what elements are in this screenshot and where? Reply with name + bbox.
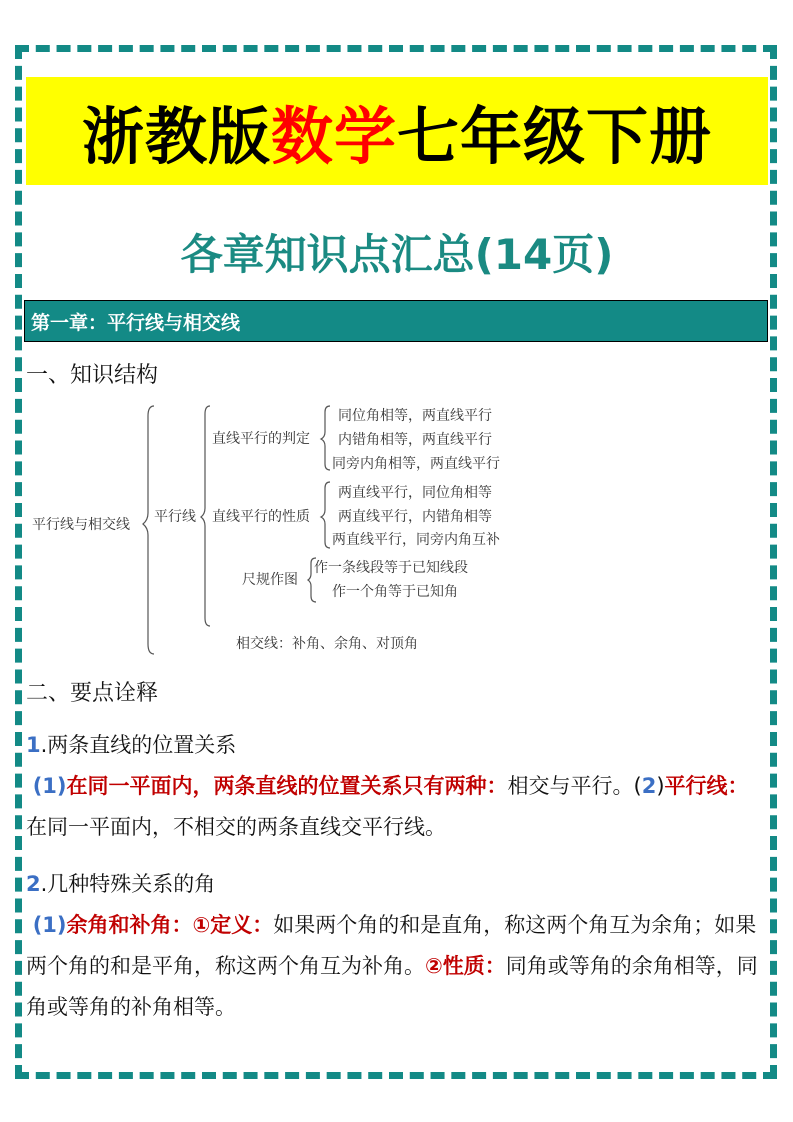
judgement-item: 内错角相等，两直线平行 bbox=[338, 432, 492, 448]
diagram-parallel: 平行线 bbox=[154, 509, 196, 525]
chapter-heading: 第一章：平行线与相交线 bbox=[24, 300, 768, 342]
point-1-sub-2: 2 bbox=[641, 774, 657, 798]
title-part-3: 七年级下册 bbox=[397, 99, 713, 173]
diagram-root: 平行线与相交线 bbox=[32, 517, 130, 533]
property-brace bbox=[321, 482, 330, 548]
title-part-2: 数学 bbox=[270, 99, 397, 173]
point-1-number: 1 bbox=[26, 733, 41, 757]
point-1-body bbox=[26, 766, 768, 848]
point-2-text: 如果两个角的和是直角，称这两个角互为余角；如果两个角的和是平角，称这两个角互为补角。 bbox=[26, 913, 757, 978]
construction-item: 作一个角等于已知角 bbox=[332, 584, 458, 600]
knowledge-structure-diagram bbox=[30, 398, 550, 660]
construction-item: 作一条线段等于已知线段 bbox=[314, 560, 468, 576]
property-item: 两直线平行，同旁内角互补 bbox=[332, 532, 500, 548]
diagram-judgement: 直线平行的判定 bbox=[212, 431, 310, 447]
point-2 bbox=[26, 864, 768, 1028]
diagram-property: 直线平行的性质 bbox=[212, 509, 310, 525]
parallel-brace bbox=[201, 406, 210, 626]
point-1-sub-1: (1) bbox=[32, 774, 67, 798]
point-1-text-2: 在同一平面内，不相交的两条直线交平行线。 bbox=[26, 815, 446, 839]
section-title-structure: 一、知识结构 bbox=[26, 363, 159, 388]
point-1-title bbox=[26, 725, 768, 766]
diagram-construction: 尺规作图 bbox=[242, 572, 298, 588]
property-item: 两直线平行，同位角相等 bbox=[338, 485, 492, 501]
point-1-close: ) bbox=[656, 774, 665, 798]
judgement-item: 同位角相等，两直线平行 bbox=[338, 408, 492, 424]
judgement-item: 同旁内角相等，两直线平行 bbox=[332, 456, 500, 472]
property-item: 两直线平行，内错角相等 bbox=[338, 509, 492, 525]
title-part-1: 浙教版 bbox=[81, 99, 271, 173]
point-2-sub-1: (1) bbox=[32, 913, 67, 937]
point-2-emphasis-2: ②性质： bbox=[425, 954, 506, 978]
point-1-text: 相交与平行。( bbox=[507, 774, 642, 798]
subtitle: 各章知识点汇总(14页) bbox=[180, 230, 614, 279]
point-2-number: 2 bbox=[26, 872, 41, 896]
point-2-body bbox=[26, 905, 768, 1028]
diagram-intersect: 相交线：补角、余角、对顶角 bbox=[236, 636, 418, 652]
point-1 bbox=[26, 725, 768, 848]
point-2-emphasis: 余角和补角：①定义： bbox=[66, 913, 274, 937]
point-1-emphasis: 在同一平面内，两条直线的位置关系只有两种： bbox=[66, 774, 508, 798]
point-2-title bbox=[26, 864, 768, 905]
judgement-brace bbox=[321, 406, 330, 470]
root-brace bbox=[143, 406, 154, 654]
title-banner bbox=[26, 77, 768, 185]
section-title-key-points: 二、要点诠释 bbox=[26, 681, 159, 706]
point-2-heading: .几种特殊关系的角 bbox=[40, 872, 216, 896]
point-1-emphasis-2: 平行线： bbox=[664, 774, 749, 798]
point-2-text-2: 同角或等角的余角相等，同角或等角的补角相等。 bbox=[26, 954, 758, 1019]
point-1-heading: .两条直线的位置关系 bbox=[40, 733, 237, 757]
